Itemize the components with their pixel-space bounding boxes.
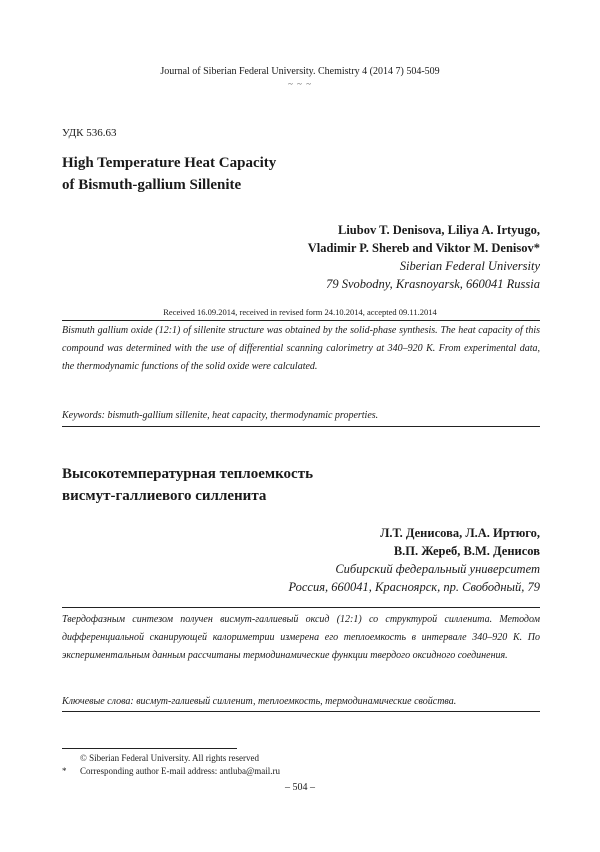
english-title [62, 152, 542, 196]
russian-title [62, 463, 542, 507]
footnote-mark: * [62, 766, 67, 776]
english-abstract: Bismuth gallium oxide (12:1) of sillenite structure was obtained by the solid-phase synthesis. The heat capacity of this compound was determined with the use of differential scanning calorimetry at 340–920 K. From experimental data, the thermodynamic functions of the solid oxide were calculated. [62, 325, 540, 372]
russian-authors-block [80, 524, 540, 596]
author-names-line: Л.Т. Денисова, Л.А. Иртюго, [380, 526, 540, 540]
author-names-line: Liubov T. Denisova, Liliya A. Irtyugo, [337, 223, 540, 237]
footnotes [62, 752, 540, 778]
divider [62, 711, 540, 712]
affiliation-line: Сибирский федеральный университет [335, 562, 540, 576]
received-dates: Received 16.09.2014, received in revised form 24.10.2014, accepted 09.11.2014 [163, 307, 437, 317]
affiliation-line: Siberian Federal University [399, 259, 540, 273]
udc-code: УДК 536.63 [62, 127, 117, 139]
footnote-mark [62, 752, 80, 765]
english-keywords: Keywords: bismuth-gallium sillenite, heat capacity, thermodynamic properties. [62, 410, 379, 421]
english-title-line: of Bismuth-gallium Sillenite [62, 177, 242, 193]
affiliation-line: Россия, 660041, Красноярск, пр. Свободный, 79 [288, 580, 540, 594]
divider [62, 320, 540, 321]
footnote-rule [62, 748, 237, 749]
footnote-email[interactable]: Corresponding author E-mail address: antluba@mail.ru [80, 766, 280, 776]
page-number: – 504 – [285, 782, 315, 793]
affiliation-line: 79 Svobodny, Krasnoyarsk, 660041 Russia [326, 277, 540, 291]
english-authors-block [80, 221, 540, 293]
divider [62, 607, 540, 608]
footnote [62, 765, 540, 778]
footnote-text: © Siberian Federal University. All rights reserved [80, 753, 259, 763]
footnote [62, 752, 540, 765]
header-separator: ~ ~ ~ [287, 79, 313, 89]
divider [62, 426, 540, 427]
russian-abstract: Твердофазным синтезом получен висмут-галлиевый оксид (12:1) со структурой силленита. Методом дифференциальной сканирующей калориметрии измерена его теплоемкость в интервале 340–920 К. По экспериментальным данным рассчитаны термодинамические функции твердого оксидного соединения. [62, 614, 540, 661]
journal-header: Journal of Siberian Federal University. Chemistry 4 (2014 7) 504-509 [160, 66, 440, 77]
author-names-line: Vladimir P. Shereb and Viktor M. Denisov* [307, 241, 540, 255]
author-names-line: В.П. Жереб, В.М. Денисов [393, 544, 540, 558]
english-title-line: High Temperature Heat Capacity [62, 155, 277, 171]
russian-keywords: Ключевые слова: висмут-галиевый силленит, теплоемкость, термодинамические свойства. [62, 696, 457, 707]
russian-title-line: Высокотемпературная теплоемкость [62, 466, 314, 482]
russian-title-line: висмут-галлиевого силленита [62, 488, 267, 504]
